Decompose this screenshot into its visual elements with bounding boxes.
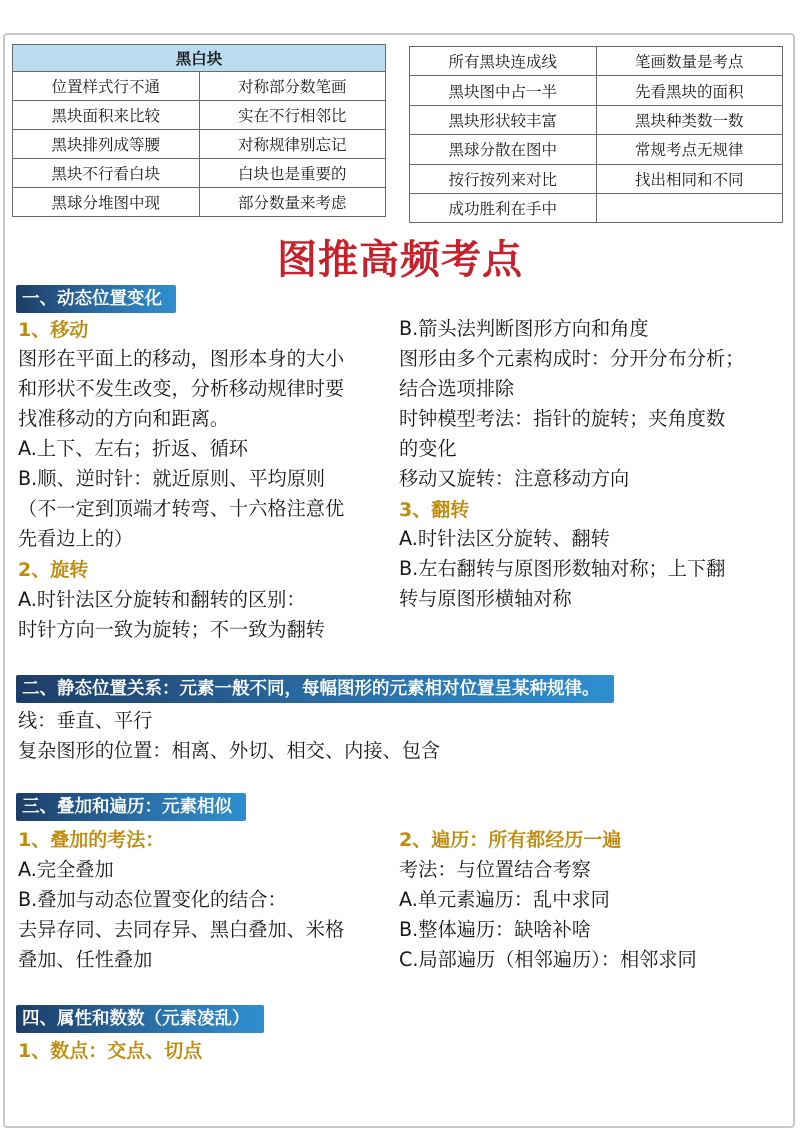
text-line: A.上下、左右；折返、循环 xyxy=(18,437,248,460)
table-row xyxy=(13,188,386,217)
table-row xyxy=(410,135,783,164)
subheading-flip: 3、翻转 xyxy=(399,499,470,521)
table-cell: 黑块面积来比较 xyxy=(13,101,200,130)
table-row xyxy=(410,76,783,105)
text-line: 和形状不发生改变，分析移动规律时要 xyxy=(18,377,345,400)
text-line: A.时针法区分旋转和翻转的区别： xyxy=(18,588,306,611)
table-cell: 黑块不行看白块 xyxy=(13,159,200,188)
table-cell xyxy=(596,193,783,222)
text-line: 的变化 xyxy=(399,437,457,460)
text-line: 去异存同、去同存异、黑白叠加、米格 xyxy=(18,918,345,941)
subheading-move: 1、移动 xyxy=(18,319,89,341)
table-cell: 所有黑块连成线 xyxy=(410,47,597,76)
table-cell: 白块也是重要的 xyxy=(199,159,386,188)
table-cell: 实在不行相邻比 xyxy=(199,101,386,130)
text-line: C.局部遍历（相邻遍历）：相邻求同 xyxy=(399,948,697,971)
table-cell: 对称部分数笔画 xyxy=(199,72,386,101)
text-line: 时针方向一致为旋转；不一致为翻转 xyxy=(18,618,325,641)
text-line: B.左右翻转与原图形数轴对称；上下翻 xyxy=(399,557,726,580)
text-line: 图形在平面上的移动，图形本身的大小 xyxy=(18,347,345,370)
text-line: B.顺、逆时针：就近原则、平均原则 xyxy=(18,467,326,490)
text-line: B.箭头法判断图形方向和角度 xyxy=(399,317,649,340)
section-banner-dynamic-position: 一、动态位置变化 xyxy=(16,285,176,313)
text-line: 先看边上的） xyxy=(18,527,134,550)
text-line: B.叠加与动态位置变化的结合： xyxy=(18,888,287,911)
black-block-rules-table xyxy=(409,46,783,223)
section-banner-static-position: 二、静态位置关系：元素一般不同，每幅图形的元素相对位置呈某种规律。 xyxy=(16,675,614,703)
table-cell: 位置样式行不通 xyxy=(13,72,200,101)
subheading-traverse: 2、遍历：所有都经历一遍 xyxy=(399,829,622,851)
subheading-overlay: 1、叠加的考法： xyxy=(18,829,165,851)
text-line: （不一定到顶端才转弯、十六格注意优 xyxy=(18,497,345,520)
table-row xyxy=(13,159,386,188)
table-cell: 成功胜利在手中 xyxy=(410,193,597,222)
table-cell: 对称规律别忘记 xyxy=(199,130,386,159)
table-cell: 黑球分堆图中现 xyxy=(13,188,200,217)
text-line: 转与原图形横轴对称 xyxy=(399,587,572,610)
table-cell: 按行按列来对比 xyxy=(410,164,597,193)
table-cell: 部分数量来考虑 xyxy=(199,188,386,217)
text-line: 叠加、任性叠加 xyxy=(18,948,153,971)
table-row xyxy=(13,130,386,159)
table-row xyxy=(410,105,783,134)
text-line: 考法：与位置结合考察 xyxy=(399,858,591,881)
table-cell: 黑块种类数一数 xyxy=(596,105,783,134)
table-cell: 黑球分散在图中 xyxy=(410,135,597,164)
table-row xyxy=(410,47,783,76)
section-banner-attributes-counting: 四、属性和数数（元素凌乱） xyxy=(16,1005,264,1033)
table-cell: 黑块形状较丰富 xyxy=(410,105,597,134)
table-cell: 笔画数量是考点 xyxy=(596,47,783,76)
text-line: 图形由多个元素构成时：分开分布分析； xyxy=(399,347,745,370)
black-white-block-table xyxy=(12,44,386,217)
text-line: A.完全叠加 xyxy=(18,858,114,881)
text-line: A.单元素遍历：乱中求同 xyxy=(399,888,610,911)
table-cell: 常规考点无规律 xyxy=(596,135,783,164)
text-line: 结合选项排除 xyxy=(399,377,515,400)
table-header: 黑白块 xyxy=(13,45,386,72)
text-line: 线：垂直、平行 xyxy=(18,709,153,732)
table-cell: 找出相同和不同 xyxy=(596,164,783,193)
table-row xyxy=(13,72,386,101)
text-line: 找准移动的方向和距离。 xyxy=(18,407,230,430)
table-row xyxy=(410,193,783,222)
table-row xyxy=(13,101,386,130)
subheading-count-points: 1、数点：交点、切点 xyxy=(18,1040,203,1062)
text-line: A.时针法区分旋转、翻转 xyxy=(399,527,610,550)
page-title: 图推高频考点 xyxy=(277,237,523,283)
table-row xyxy=(410,164,783,193)
section-banner-overlay-traverse: 三、叠加和遍历：元素相似 xyxy=(16,793,246,821)
subheading-rotate: 2、旋转 xyxy=(18,559,89,581)
table-cell: 黑块图中占一半 xyxy=(410,76,597,105)
table-cell: 先看黑块的面积 xyxy=(596,76,783,105)
text-line: 移动又旋转：注意移动方向 xyxy=(399,467,630,490)
text-line: 复杂图形的位置：相离、外切、相交、内接、包含 xyxy=(18,739,441,762)
table-cell: 黑块排列成等腰 xyxy=(13,130,200,159)
text-line: B.整体遍历：缺啥补啥 xyxy=(399,918,591,941)
text-line: 时钟模型考法：指针的旋转；夹角度数 xyxy=(399,407,726,430)
